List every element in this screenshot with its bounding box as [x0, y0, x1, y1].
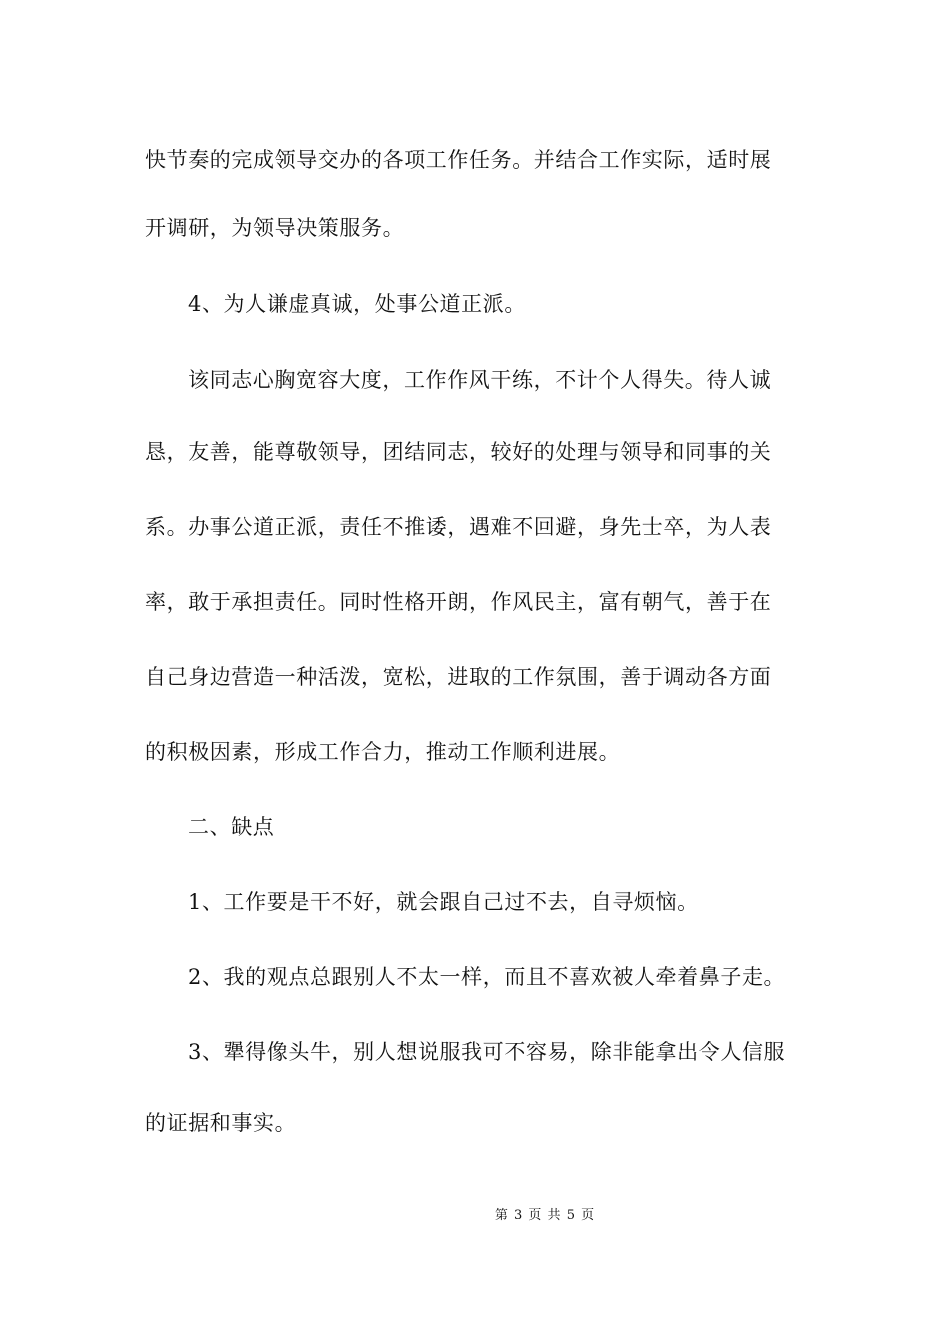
paragraph-line: 该同志心胸宽容大度，工作作风干练，不计个人得失。待人诚 — [188, 368, 772, 392]
section-heading: 4、为人谦虚真诚，处事公道正派。 — [188, 292, 526, 316]
list-item: 3、犟得像头牛，别人想说服我可不容易，除非能拿出令人信服 — [188, 1040, 786, 1064]
paragraph-line: 快节奏的完成领导交办的各项工作任务。并结合工作实际，适时展 — [145, 148, 772, 172]
section-heading: 二、缺点 — [188, 815, 275, 839]
list-item: 2、我的观点总跟别人不太一样，而且不喜欢被人牵着鼻子走。 — [188, 965, 786, 989]
paragraph-line: 自己身边营造一种活泼，宽松，进取的工作氛围，善于调动各方面 — [145, 665, 772, 689]
paragraph-line: 率，敢于承担责任。同时性格开朗，作风民主，富有朝气，善于在 — [145, 590, 772, 614]
paragraph-line: 开调研，为领导决策服务。 — [145, 216, 405, 240]
paragraph-line: 恳，友善，能尊敬领导，团结同志，较好的处理与领导和同事的关 — [145, 440, 772, 464]
list-item: 1、工作要是干不好，就会跟自己过不去，自寻烦恼。 — [188, 890, 699, 914]
paragraph-line: 系。办事公道正派，责任不推诿，遇难不回避，身先士卒，为人表 — [145, 515, 772, 539]
paragraph-line: 的证据和事实。 — [145, 1111, 297, 1135]
page-number: 第 3 页 共 5 页 — [494, 1208, 596, 1223]
paragraph-line: 的积极因素，形成工作合力，推动工作顺利进展。 — [145, 740, 621, 764]
